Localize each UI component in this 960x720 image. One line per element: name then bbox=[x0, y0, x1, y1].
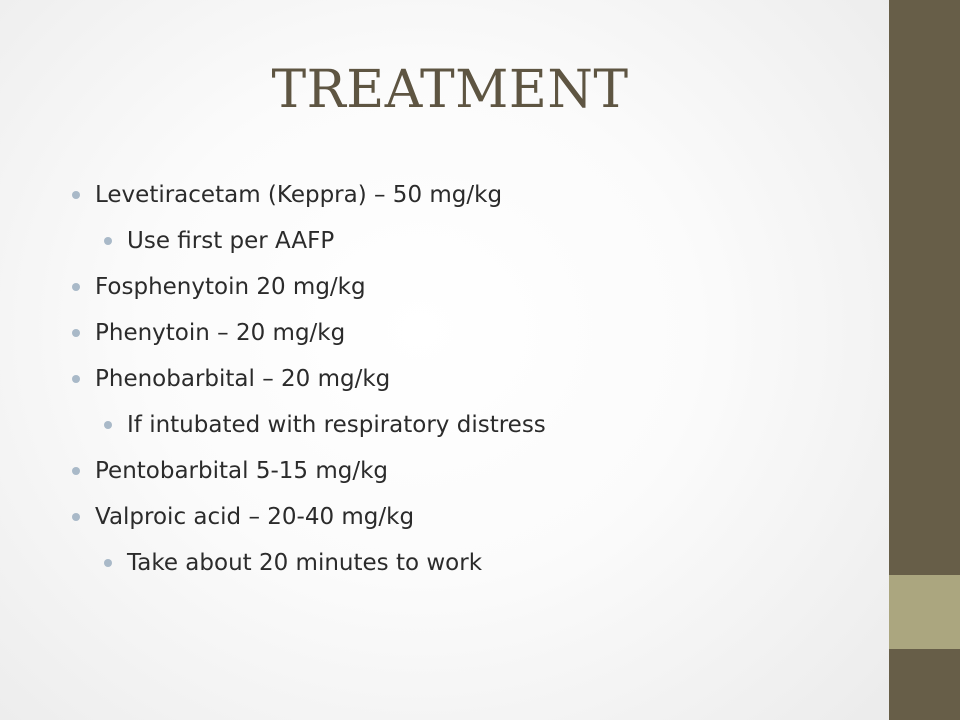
bullet-dot-icon bbox=[72, 283, 80, 291]
sub-bullet-text: Take about 20 minutes to work bbox=[127, 550, 483, 576]
bullet-dot-icon bbox=[104, 559, 112, 567]
bullet-dot-icon bbox=[72, 467, 80, 475]
bullet-list bbox=[72, 172, 872, 586]
sub-bullet-item bbox=[72, 540, 872, 586]
sub-bullet-text: If intubated with respiratory distress bbox=[127, 412, 546, 438]
bullet-dot-icon bbox=[72, 513, 80, 521]
sidebar-accent-band bbox=[889, 575, 960, 649]
slide-title: TREATMENT bbox=[271, 60, 629, 120]
bullet-text: Phenobarbital – 20 mg/kg bbox=[95, 366, 391, 392]
bullet-dot-icon bbox=[72, 329, 80, 337]
bullet-item bbox=[72, 494, 872, 540]
sub-bullet-text: Use first per AAFP bbox=[127, 228, 335, 254]
sub-bullet-item bbox=[72, 402, 872, 448]
bullet-text: Valproic acid – 20-40 mg/kg bbox=[95, 504, 415, 530]
bullet-text: Fosphenytoin 20 mg/kg bbox=[95, 274, 366, 300]
bullet-dot-icon bbox=[104, 421, 112, 429]
sidebar-dark-band-bottom bbox=[889, 649, 960, 720]
bullet-dot-icon bbox=[72, 375, 80, 383]
bullet-text: Phenytoin – 20 mg/kg bbox=[95, 320, 346, 346]
bullet-dot-icon bbox=[72, 191, 80, 199]
bullet-item bbox=[72, 356, 872, 402]
bullet-item bbox=[72, 172, 872, 218]
sub-bullet-item bbox=[72, 218, 872, 264]
bullet-item bbox=[72, 448, 872, 494]
bullet-item bbox=[72, 264, 872, 310]
bullet-text: Levetiracetam (Keppra) – 50 mg/kg bbox=[95, 182, 503, 208]
bullet-text: Pentobarbital 5-15 mg/kg bbox=[95, 458, 389, 484]
bullet-item bbox=[72, 310, 872, 356]
bullet-dot-icon bbox=[104, 237, 112, 245]
